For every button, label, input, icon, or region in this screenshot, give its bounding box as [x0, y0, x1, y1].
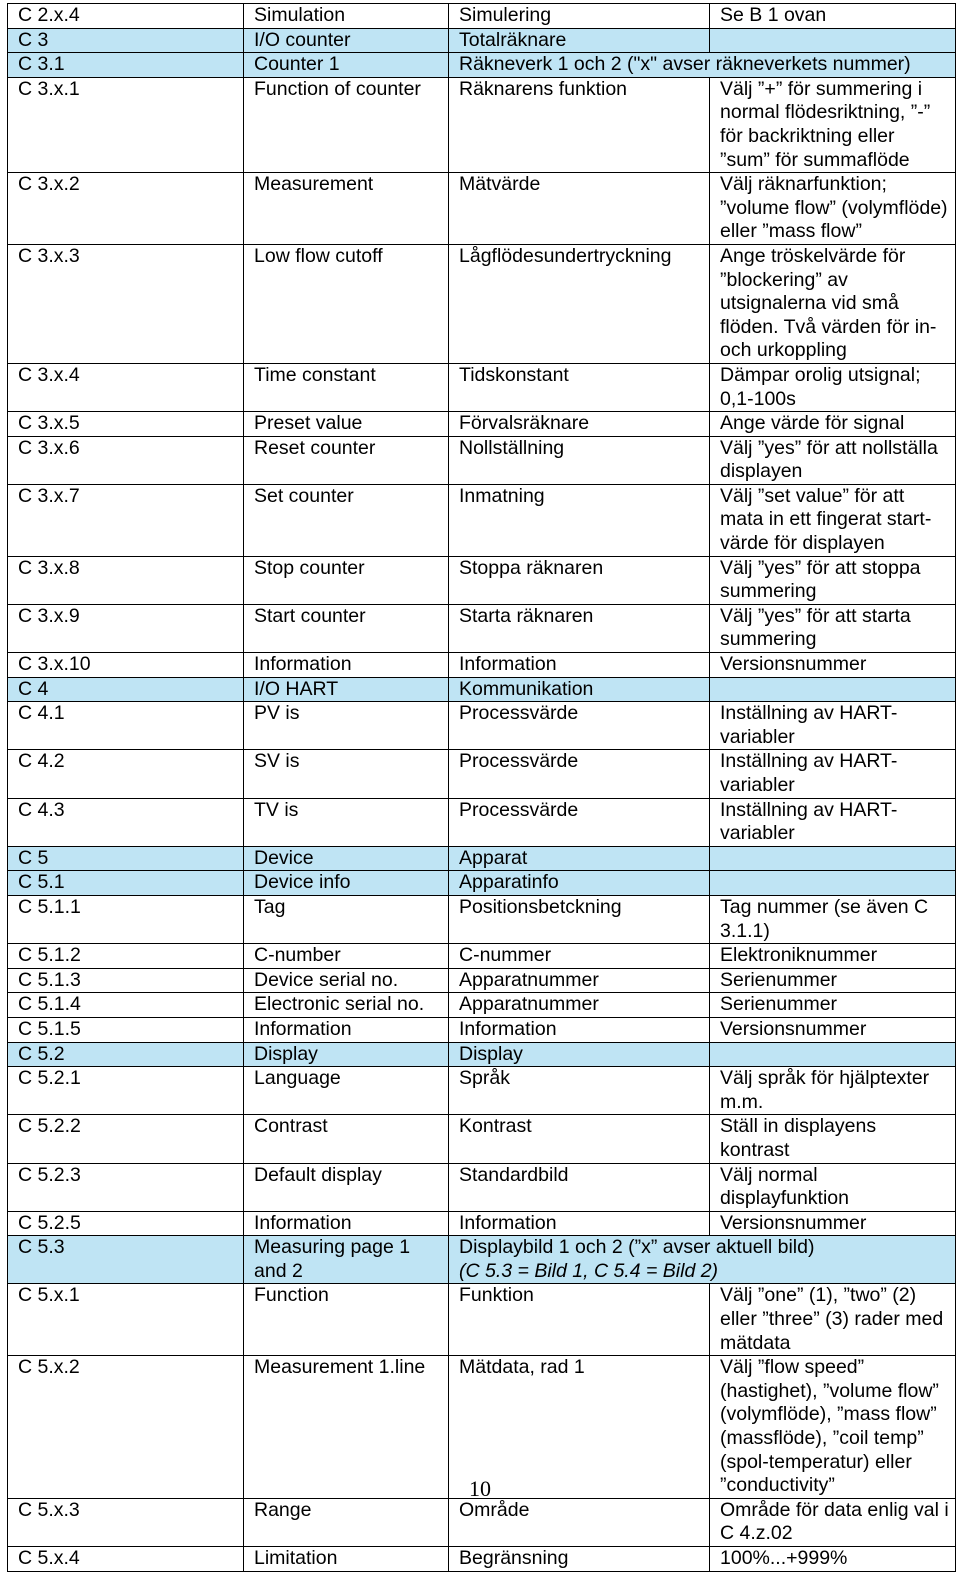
description: Räkneverk 1 och 2 ("x" avser räkneverkets nummer) [449, 53, 956, 78]
table-row [8, 556, 956, 604]
english-name: Low flow cutoff [244, 244, 449, 363]
menu-code: C 5.1 [8, 871, 244, 896]
english-name: Device serial no. [244, 968, 449, 993]
description: Elektroniknummer [710, 944, 956, 969]
swedish-name: Språk [449, 1067, 710, 1115]
menu-code: C 5.x.2 [8, 1356, 244, 1499]
english-name: Simulation [244, 4, 449, 29]
table-row [8, 846, 956, 871]
english-name: Stop counter [244, 556, 449, 604]
english-name: Information [244, 1017, 449, 1042]
english-name: Measurement 1.line [244, 1356, 449, 1499]
english-name: Set counter [244, 484, 449, 556]
table-row [8, 604, 956, 652]
english-name: Time constant [244, 363, 449, 411]
table-row [8, 993, 956, 1018]
english-name: Device info [244, 871, 449, 896]
swedish-name: Mätdata, rad 1 [449, 1356, 710, 1499]
menu-code: C 4.2 [8, 750, 244, 798]
description: Välj ”yes” för att stoppa summering [710, 556, 956, 604]
menu-code: C 3.x.2 [8, 173, 244, 245]
menu-code: C 5.3 [8, 1236, 244, 1284]
swedish-name: Starta räknaren [449, 604, 710, 652]
menu-code: C 3.1 [8, 53, 244, 78]
table-row [8, 798, 956, 846]
description: Välj språk för hjälptexter m.m. [710, 1067, 956, 1115]
swedish-name: Standardbild [449, 1163, 710, 1211]
menu-code: C 3.x.3 [8, 244, 244, 363]
swedish-name: Information [449, 1017, 710, 1042]
table-row [8, 968, 956, 993]
description: Välj ”yes” för att starta summering [710, 604, 956, 652]
menu-code: C 5.2.1 [8, 1067, 244, 1115]
menu-code: C 5.x.4 [8, 1547, 244, 1572]
english-name: I/O HART [244, 677, 449, 702]
english-name: Reset counter [244, 436, 449, 484]
english-name: Preset value [244, 412, 449, 437]
table-row [8, 750, 956, 798]
menu-code: C 5.2 [8, 1042, 244, 1067]
menu-code: C 3.x.10 [8, 653, 244, 678]
menu-code: C 3.x.1 [8, 77, 244, 172]
english-name: Device [244, 846, 449, 871]
swedish-name: Tidskonstant [449, 363, 710, 411]
table-row [8, 1284, 956, 1356]
description: Välj ”flow speed” (hastighet), ”volume flow” (volymflöde), ”mass flow” (massflöde), ”coil temp” (spol-temperatur) eller ”conductivity” [710, 1356, 956, 1499]
description: Välj ”yes” för att nollställa displayen [710, 436, 956, 484]
description: Välj ”set value” för att mata in ett fingerat start-värde för displayen [710, 484, 956, 556]
description: Dämpar orolig utsignal; 0,1-100s [710, 363, 956, 411]
english-name: Contrast [244, 1115, 449, 1163]
description: Ange värde för signal [710, 412, 956, 437]
menu-code: C 5.2.2 [8, 1115, 244, 1163]
english-name: Counter 1 [244, 53, 449, 78]
description: Versionsnummer [710, 653, 956, 678]
table-row [8, 53, 956, 78]
description [710, 1042, 956, 1067]
description: Tag nummer (se även C 3.1.1) [710, 895, 956, 943]
swedish-name: Information [449, 1211, 710, 1236]
description [710, 677, 956, 702]
swedish-name: C-nummer [449, 944, 710, 969]
english-name: Function [244, 1284, 449, 1356]
table-row [8, 871, 956, 896]
description: Inställning av HART-variabler [710, 702, 956, 750]
table-row [8, 28, 956, 53]
menu-code: C 3.x.4 [8, 363, 244, 411]
menu-code: C 5.2.3 [8, 1163, 244, 1211]
swedish-name: Räknarens funktion [449, 77, 710, 172]
swedish-name: Positionsbetckning [449, 895, 710, 943]
swedish-name: Display [449, 1042, 710, 1067]
menu-code: C 3.x.6 [8, 436, 244, 484]
table-row [8, 363, 956, 411]
english-name: Measuring page 1 and 2 [244, 1236, 449, 1284]
table-row [8, 1115, 956, 1163]
english-name: Default display [244, 1163, 449, 1211]
description: Inställning av HART-variabler [710, 798, 956, 846]
menu-code: C 3.x.5 [8, 412, 244, 437]
description: Ange tröskelvärde för ”blockering” av utsignalerna vid små flöden. Två värden för in- och urkoppling [710, 244, 956, 363]
description: Välj ”one” (1), ”two” (2) eller ”three” (3) rader med mätdata [710, 1284, 956, 1356]
swedish-name: Apparat [449, 846, 710, 871]
description: Versionsnummer [710, 1211, 956, 1236]
swedish-name: Processvärde [449, 750, 710, 798]
menu-code: C 5.1.2 [8, 944, 244, 969]
swedish-name: Funktion [449, 1284, 710, 1356]
english-name: Information [244, 1211, 449, 1236]
swedish-name: Kommunikation [449, 677, 710, 702]
description [449, 1236, 956, 1284]
english-name: Electronic serial no. [244, 993, 449, 1018]
swedish-name: Information [449, 653, 710, 678]
description [710, 846, 956, 871]
table-row [8, 173, 956, 245]
english-name: PV is [244, 702, 449, 750]
table-row [8, 1547, 956, 1572]
english-name: Display [244, 1042, 449, 1067]
table-row [8, 1498, 956, 1546]
menu-code: C 5.1.3 [8, 968, 244, 993]
description-italic-line: (C 5.3 = Bild 1, C 5.4 = Bild 2) [459, 1259, 719, 1282]
table-row [8, 677, 956, 702]
table-row [8, 1163, 956, 1211]
table-row [8, 244, 956, 363]
description: Ställ in displayens kontrast [710, 1115, 956, 1163]
menu-code: C 5.x.3 [8, 1498, 244, 1546]
menu-code: C 5.1.1 [8, 895, 244, 943]
menu-code: C 3 [8, 28, 244, 53]
swedish-name: Lågflödesundertryckning [449, 244, 710, 363]
english-name: Function of counter [244, 77, 449, 172]
swedish-name: Inmatning [449, 484, 710, 556]
swedish-name: Totalräknare [449, 28, 710, 53]
swedish-name: Förvalsräknare [449, 412, 710, 437]
menu-parameter-table [7, 3, 956, 1572]
english-name: Language [244, 1067, 449, 1115]
menu-code: C 4 [8, 677, 244, 702]
swedish-name: Område [449, 1498, 710, 1546]
menu-code: C 2.x.4 [8, 4, 244, 29]
swedish-name: Simulering [449, 4, 710, 29]
menu-code: C 5.2.5 [8, 1211, 244, 1236]
swedish-name: Processvärde [449, 702, 710, 750]
english-name: Start counter [244, 604, 449, 652]
page-number: 10 [469, 1476, 491, 1501]
menu-code: C 5 [8, 846, 244, 871]
english-name: SV is [244, 750, 449, 798]
table-row [8, 4, 956, 29]
menu-code: C 5.x.1 [8, 1284, 244, 1356]
description [710, 28, 956, 53]
english-name: I/O counter [244, 28, 449, 53]
table-row [8, 1042, 956, 1067]
table-row [8, 436, 956, 484]
menu-code: C 3.x.9 [8, 604, 244, 652]
swedish-name: Apparatinfo [449, 871, 710, 896]
table-row [8, 412, 956, 437]
swedish-name: Apparatnummer [449, 968, 710, 993]
description: Serienummer [710, 993, 956, 1018]
swedish-name: Kontrast [449, 1115, 710, 1163]
description-line: Displaybild 1 och 2 (”x” avser aktuell bild) [459, 1236, 815, 1259]
swedish-name: Stoppa räknaren [449, 556, 710, 604]
english-name: Limitation [244, 1547, 449, 1572]
table-row [8, 484, 956, 556]
english-name: Tag [244, 895, 449, 943]
description: Serienummer [710, 968, 956, 993]
description: Område för data enlig val i C 4.z.02 [710, 1498, 956, 1546]
description: Inställning av HART-variabler [710, 750, 956, 798]
table-row [8, 944, 956, 969]
english-name: Range [244, 1498, 449, 1546]
table-row [8, 77, 956, 172]
table-row [8, 1236, 956, 1284]
description: Välj ”+” för summering i normal flödesriktning, ”-” för backriktning eller ”sum” för summaflöde [710, 77, 956, 172]
menu-code: C 4.1 [8, 702, 244, 750]
menu-code: C 5.1.5 [8, 1017, 244, 1042]
swedish-name: Begränsning [449, 1547, 710, 1572]
menu-code: C 5.1.4 [8, 993, 244, 1018]
swedish-name: Nollställning [449, 436, 710, 484]
menu-code: C 4.3 [8, 798, 244, 846]
english-name: C-number [244, 944, 449, 969]
english-name: Measurement [244, 173, 449, 245]
description: Välj normal displayfunktion [710, 1163, 956, 1211]
description: Se B 1 ovan [710, 4, 956, 29]
swedish-name: Apparatnummer [449, 993, 710, 1018]
table-row [8, 895, 956, 943]
swedish-name: Processvärde [449, 798, 710, 846]
table-row [8, 1017, 956, 1042]
menu-code: C 3.x.8 [8, 556, 244, 604]
description: Välj räknarfunktion; ”volume flow” (volymflöde) eller ”mass flow” [710, 173, 956, 245]
description [710, 871, 956, 896]
menu-code: C 3.x.7 [8, 484, 244, 556]
table-row [8, 1067, 956, 1115]
table-row [8, 702, 956, 750]
english-name: Information [244, 653, 449, 678]
swedish-name: Mätvärde [449, 173, 710, 245]
description: Versionsnummer [710, 1017, 956, 1042]
table-row [8, 653, 956, 678]
description: 100%...+999% [710, 1547, 956, 1572]
table-row [8, 1211, 956, 1236]
english-name: TV is [244, 798, 449, 846]
